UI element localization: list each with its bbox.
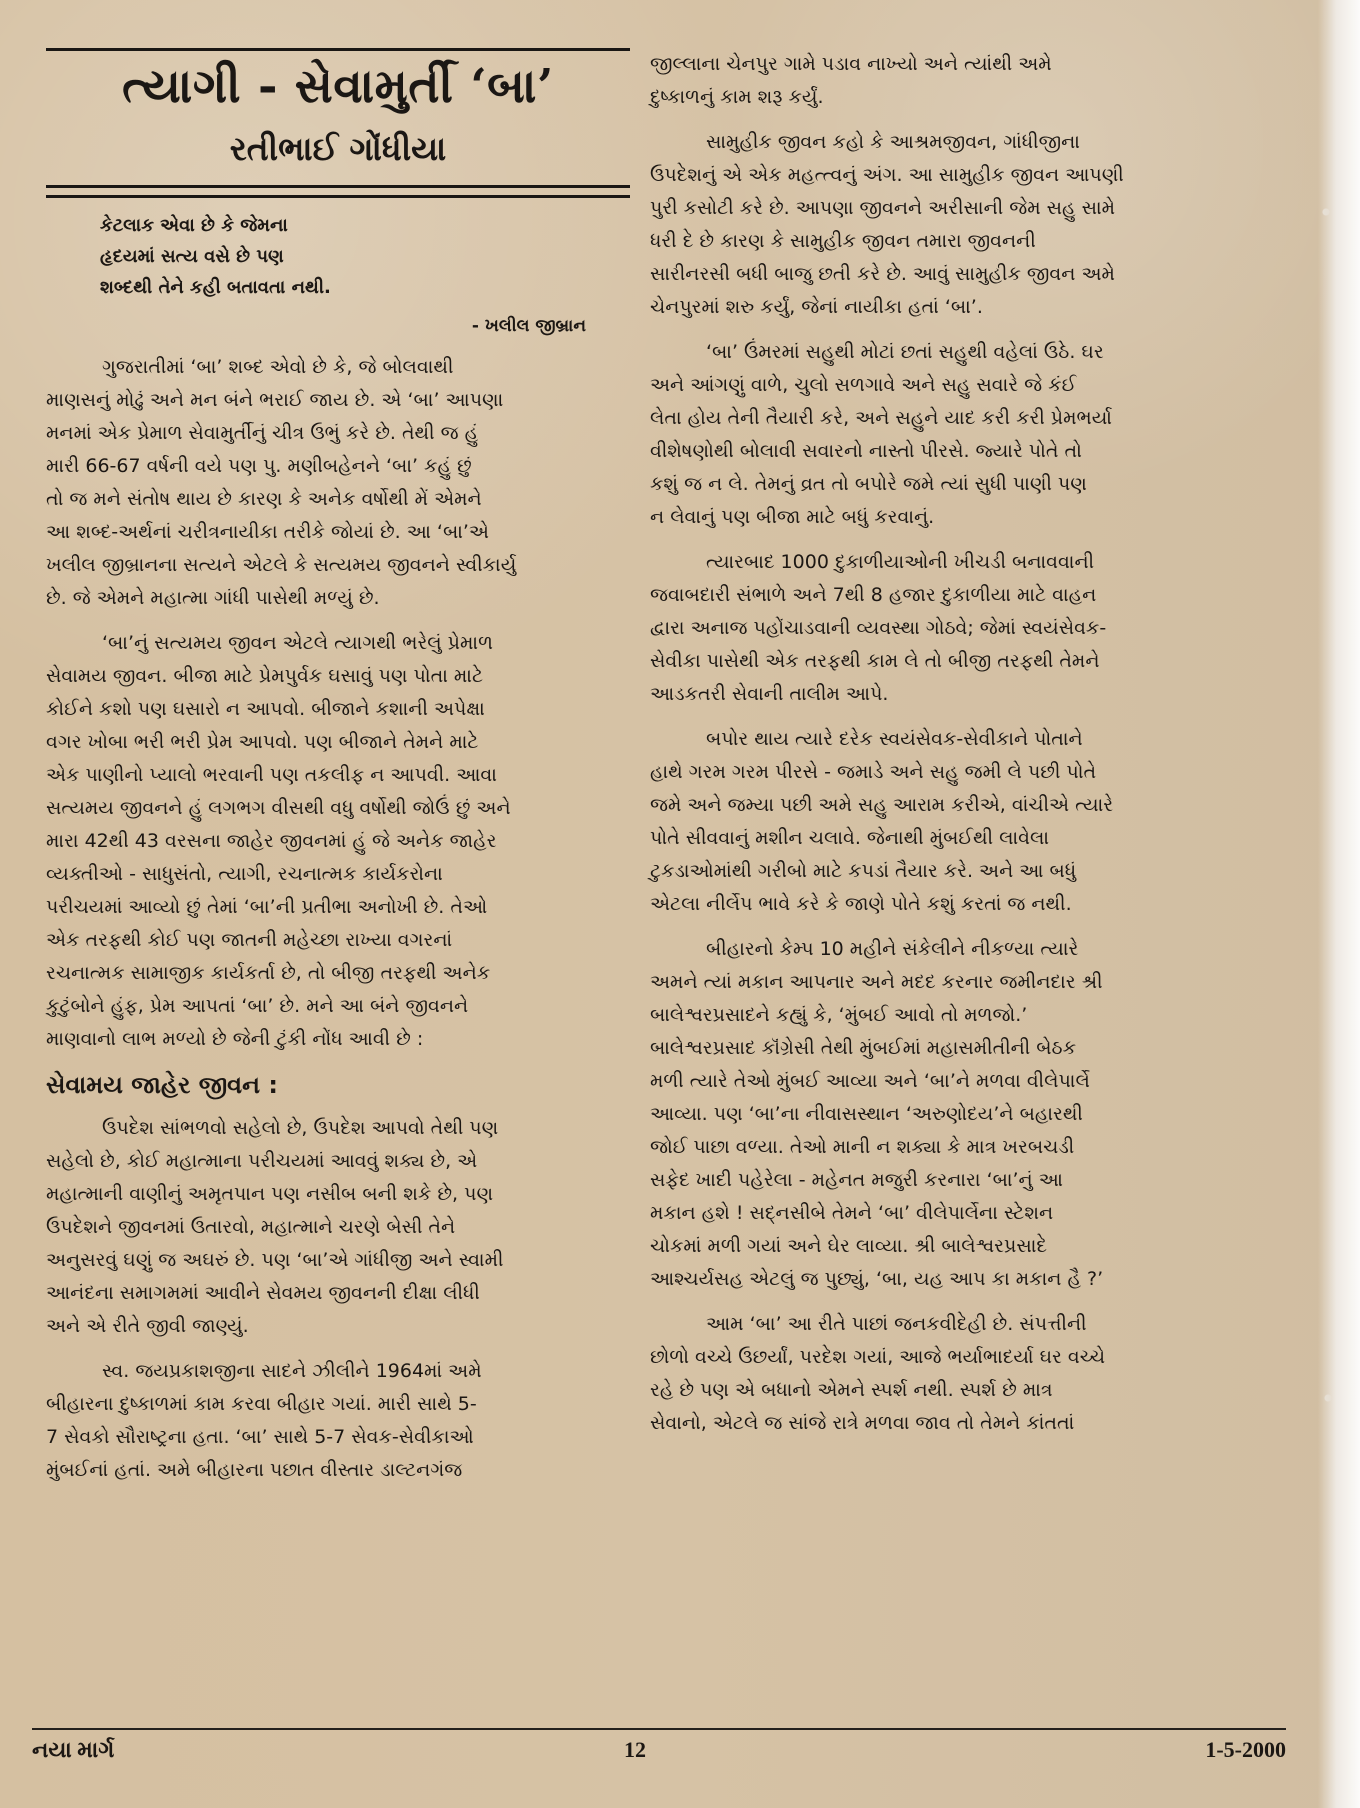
- right-column: [650, 48, 1268, 1452]
- text-line: અમને ત્યાં મકાન આપનાર અને મદદ કરનાર જમીનદાર શ્રી: [650, 971, 1103, 993]
- right-paragraph-6: [650, 933, 1268, 1296]
- right-paragraph-4: [650, 546, 1268, 711]
- text-line: સત્યમય જીવનને હું લગભગ વીસથી વધુ વર્ષોથી જોઉં છું અને: [46, 797, 511, 819]
- text-line: આ શબ્દ-અર્થનાં ચરીત્રનાયીકા તરીકે જોયાં છે. આ ‘બા’એ: [46, 521, 489, 543]
- left-paragraph-3: [46, 1112, 630, 1343]
- text-line: ‘બા’ ઉંમરમાં સહુથી મોટાં છતાં સહુથી વહેલાં ઉઠે. ઘર: [706, 341, 1104, 363]
- text-line: બપોર થાય ત્યારે દરેક સ્વયંસેવક-સેવીકાને પોતાને: [706, 728, 1083, 750]
- text-line: કુટુંબોને હુંફ, પ્રેમ આપતાં ‘બા’ છે. મને આ બંને જીવનને: [46, 995, 469, 1017]
- text-line: મુંબઈનાં હતાં. અમે બીહારના પછાત વીસ્તાર ડાલ્ટનગંજ: [46, 1459, 463, 1481]
- text-line: સારીનરસી બધી બાજુ છતી કરે છે. આવું સામુહીક જીવન અમે: [650, 263, 1115, 285]
- torn-paper-edge: [1318, 0, 1360, 1808]
- epigraph-attribution: - ખલીલ જીબ્રાન: [471, 316, 586, 336]
- text-line: 7 સેવકો સૌરાષ્ટ્રના હતા. ‘બા’ સાથે 5-7 સેવક-સેવીકાઓ: [46, 1426, 474, 1448]
- right-paragraph-1: [650, 48, 1268, 114]
- article-author: રતીભાઈ ગોંધીયા: [229, 129, 447, 168]
- page-number: 12: [624, 1737, 646, 1762]
- text-line: આવ્યા. પણ ‘બા’ના નીવાસસ્થાન ‘અરુણોદય’ને બહારથી: [650, 1103, 1083, 1125]
- text-line: દ્વારા અનાજ પહોંચાડવાની વ્યવસ્થા ગોઠવે; જેમાં સ્વયંસેવક-: [650, 617, 1107, 639]
- text-line: ઉપદેશ સાંભળવો સહેલો છે, ઉપદેશ આપવો તેથી પણ: [102, 1117, 499, 1139]
- text-line: રચનાત્મક સામાજીક કાર્યકર્તા છે, તો બીજી તરફથી અનેક: [46, 962, 491, 984]
- text-line: હાથે ગરમ ગરમ પીરસે - જમાડે અને સહુ જમી લે પછી પોતે: [650, 761, 1097, 783]
- title-double-rule: [46, 185, 630, 198]
- left-column: [46, 48, 630, 1499]
- section-heading: સેવામય જાહેર જીવન :: [46, 1071, 278, 1099]
- epigraph: [100, 210, 630, 303]
- text-line: સ્વ. જયપ્રકાશજીના સાદને ઝીલીને 1964માં અમે: [102, 1360, 482, 1382]
- text-line: તો જ મને સંતોષ થાય છે કારણ કે અનેક વર્ષોથી મેં એમને: [46, 488, 482, 510]
- text-line: આશ્ચર્યસહ એટલું જ પુછ્યું, ‘બા, યહ આપ કા મકાન હૈ ?’: [650, 1268, 1104, 1290]
- epigraph-line: કેટલાક એવા છે કે જેમના: [100, 215, 288, 236]
- text-line: બાલેશ્વરપ્રસાદ કૉંગ્રેસી તેથી મુંબઈમાં મહાસમીતીની બેઠક: [650, 1037, 1077, 1059]
- text-line: વગર ખોબા ભરી ભરી પ્રેમ આપવો. પણ બીજાને તેમને માટે: [46, 731, 479, 753]
- text-line: સેવીકા પાસેથી એક તરફથી કામ લે તો બીજી તરફથી તેમને: [650, 650, 1100, 672]
- text-line: માણસનું મોઢું અને મન બંને ભરાઈ જાય છે. એ ‘બા’ આપણા: [46, 389, 504, 411]
- text-line: ધરી દે છે કારણ કે સામુહીક જીવન તમારા જીવનની: [650, 230, 1036, 252]
- left-paragraph-2: [46, 627, 630, 1056]
- text-line: વ્યક્તીઓ - સાધુસંતો, ત્યાગી, રચનાત્મક કાર્યકરોના: [46, 863, 443, 885]
- left-paragraph-1: [46, 351, 630, 615]
- title-top-rule: [46, 48, 630, 51]
- text-line: ન લેવાનું પણ બીજા માટે બધું કરવાનું.: [650, 506, 935, 528]
- text-line: પોતે સીવવાનું મશીન ચલાવે. જેનાથી મુંબઈથી લાવેલા: [650, 827, 1049, 849]
- text-line: ઉપદેશનું એ એક મહત્ત્વનું અંગ. આ સામુહીક જીવન આપણી: [650, 164, 1124, 186]
- text-line: આનંદના સમાગમમાં આવીને સેવમય જીવનની દીક્ષા લીધી: [46, 1282, 480, 1304]
- text-line: મારી 66-67 વર્ષની વયે પણ પુ. મણીબહેનને ‘બા’ કહું છું: [46, 455, 472, 477]
- text-line: ‘બા’નું સત્યમય જીવન એટલે ત્યાગથી ભરેલું પ્રેમાળ: [102, 632, 493, 654]
- right-paragraph-7: [650, 1308, 1268, 1440]
- text-line: સામુહીક જીવન કહો કે આશ્રમજીવન, ગાંધીજીના: [706, 131, 1080, 153]
- right-paragraph-2: [650, 126, 1268, 324]
- text-line: વીશેષણોથી બોલાવી સવારનો નાસ્તો પીરસે. જ્યારે પોતે તો: [650, 440, 1082, 462]
- text-line: સહેલો છે, કોઈ મહાત્માના પરીચયમાં આવવું શક્ય છે, એ: [46, 1150, 478, 1172]
- text-line: અનુસરવું ઘણું જ અઘરું છે. પણ ‘બા’એ ગાંધીજી અને સ્વામી: [46, 1249, 504, 1271]
- text-line: ઉપદેશને જીવનમાં ઉતારવો, મહાત્માને ચરણે બેસી તેને: [46, 1216, 456, 1238]
- text-line: સેવાનો, એટલે જ સાંજે રાત્રે મળવા જાવ તો તેમને કાંતતાં: [650, 1412, 1075, 1434]
- text-line: સફેદ ખાદી પહેરેલા - મહેનત મજુરી કરનારા ‘બા’નું આ: [650, 1169, 1063, 1191]
- text-line: બાલેશ્વરપ્રસાદને કહ્યું કે, ‘મુંબઈ આવો તો મળજો.’: [650, 1004, 1028, 1026]
- text-line: છે. જે એમને મહાત્મા ગાંધી પાસેથી મળ્યું છે.: [46, 587, 380, 609]
- text-line: અને એ રીતે જીવી જાણ્યું.: [46, 1315, 249, 1337]
- text-line: પરીચયમાં આવ્યો છું તેમાં ‘બા’ની પ્રતીભા અનોખી છે. તેઓ: [46, 896, 488, 918]
- page-footer: [32, 1737, 1286, 1775]
- text-line: લેતા હોય તેની તૈયારી કરે, અને સહુને યાદ કરી કરી પ્રેમભર્યા: [650, 407, 1112, 429]
- text-line: ચેનપુરમાં શરુ કર્યું, જેનાં નાયીકા હતાં ‘બા’.: [650, 296, 983, 318]
- issue-date: 1-5-2000: [1205, 1737, 1286, 1762]
- text-line: આમ ‘બા’ આ રીતે પાછાં જનકવીદેહી છે. સંપત્તીની: [706, 1313, 1087, 1335]
- text-line: કશું જ ન લે. તેમનું વ્રત તો બપોરે જમે ત્યાં સુધી પાણી પણ: [650, 473, 1087, 495]
- text-line: ટુકડાઓમાંથી ગરીબો માટે કપડાં તૈયાર કરે. અને આ બધું: [650, 860, 1077, 882]
- text-line: મકાન હશે ! સદ્નસીબે તેમને ‘બા’ વીલેપાર્લેના સ્ટેશન: [650, 1202, 1054, 1224]
- right-paragraph-5: [650, 723, 1268, 921]
- text-line: જોઈ પાછા વળ્યા. તેઓ માની ન શક્યા કે માત્ર ખરબચડી: [650, 1136, 1075, 1158]
- left-paragraph-4: [46, 1355, 630, 1487]
- text-line: માણવાનો લાભ મળ્યો છે જેની ટુંકી નોંધ આવી છે :: [46, 1028, 424, 1050]
- text-line: એટલા નીર્લેપ ભાવે કરે કે જાણે પોતે કશું કરતાં જ નથી.: [650, 893, 1072, 915]
- text-line: કોઈને કશો પણ ઘસારો ન આપવો. બીજાને કશાની અપેક્ષા: [46, 698, 485, 720]
- text-line: એક તરફથી કોઈ પણ જાતની મહેચ્છા રાખ્યા વગરનાં: [46, 929, 453, 951]
- text-line: રહે છે પણ એ બધાનો એમને સ્પર્શ નથી. સ્પર્શ છે માત્ર: [650, 1379, 1053, 1401]
- text-line: ખલીલ જીબ્રાનના સત્યને એટલે કે સત્યમય જીવનને સ્વીકાર્યુ: [46, 554, 517, 576]
- text-line: ત્યારબાદ 1000 દુકાળીયાઓની ખીચડી બનાવવાની: [706, 551, 1095, 573]
- text-line: મનમાં એક પ્રેમાળ સેવામુર્તીનું ચીત્ર ઉભું કરે છે. તેથી જ હું: [46, 422, 479, 444]
- text-line: મળી ત્યારે તેઓ મુંબઈ આવ્યા અને ‘બા’ને મળવા વીલેપાર્લે: [650, 1070, 1090, 1092]
- text-line: મહાત્માની વાણીનું અમૃતપાન પણ નસીબ બની શકે છે, પણ: [46, 1183, 494, 1205]
- right-paragraph-3: [650, 336, 1268, 534]
- article-title: ત્યાગી - સેવામુર્તી ‘બા’: [122, 59, 554, 114]
- text-line: દુષ્કાળનું કામ શરૂ કર્યું.: [650, 86, 824, 108]
- publication-name: નયા માર્ગ: [32, 1737, 115, 1762]
- text-line: જવાબદારી સંભાળે અને 7થી 8 હજાર દુકાળીયા માટે વાહન: [650, 584, 1097, 606]
- text-line: જીલ્લાના ચેનપુર ગામે પડાવ નાખ્યો અને ત્યાંથી અમે: [650, 53, 1052, 75]
- epigraph-line: હૃદયમાં સત્ય વસે છે પણ: [100, 246, 284, 267]
- text-line: આડકતરી સેવાની તાલીમ આપે.: [650, 683, 889, 705]
- text-line: બીહારના દુષ્કાળમાં કામ કરવા બીહાર ગયાં. મારી સાથે 5-: [46, 1393, 477, 1415]
- text-line: અને આંગણું વાળે, ચુલો સળગાવે અને સહુ સવારે જે કંઈ: [650, 374, 1077, 396]
- footer-rule: [32, 1728, 1286, 1730]
- text-line: સેવામય જીવન. બીજા માટે પ્રેમપુર્વક ઘસાવું પણ પોતા માટે: [46, 665, 484, 687]
- text-line: ચોકમાં મળી ગયાં અને ઘેર લાવ્યા. શ્રી બાલેશ્વરપ્રસાદે: [650, 1235, 1048, 1257]
- text-line: ગુજરાતીમાં ‘બા’ શબ્દ એવો છે કે, જે બોલવાથી: [102, 356, 454, 378]
- epigraph-line: શબ્દથી તેને કહી બતાવતા નથી.: [100, 277, 331, 298]
- text-line: મારા 42થી 43 વરસના જાહેર જીવનમાં હું જે અનેક જાહેર: [46, 830, 497, 852]
- text-line: બીહારનો કેમ્પ 10 મહીને સંકેલીને નીકળ્યા ત્યારે: [706, 938, 1079, 960]
- text-line: જમે અને જમ્યા પછી અમે સહુ આરામ કરીએ, વાંચીએ ત્યારે: [650, 794, 1114, 816]
- text-line: પુરી કસોટી કરે છે. આપણા જીવનને અરીસાની જેમ સહુ સામે: [650, 197, 1116, 219]
- text-line: એક પાણીનો પ્યાલો ભરવાની પણ તકલીફ ન આપવી. આવા: [46, 764, 497, 786]
- text-line: છોળો વચ્ચે ઉછર્યાં, પરદેશ ગયાં, આજે ભર્યાભાદર્યા ઘર વચ્ચે: [650, 1346, 1106, 1368]
